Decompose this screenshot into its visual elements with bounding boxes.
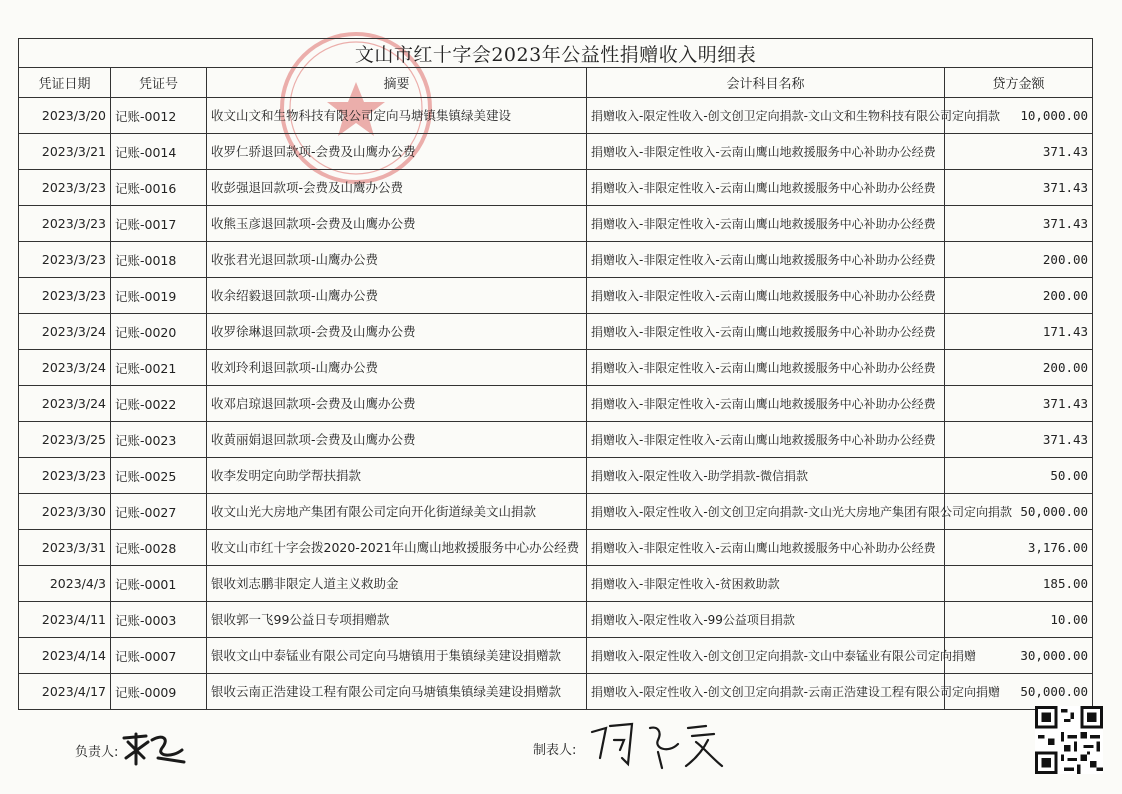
- table-row: [19, 566, 1093, 602]
- column-header-account: 会计科目名称: [587, 68, 945, 98]
- table-row: [19, 638, 1093, 674]
- column-header-row: [19, 68, 1093, 98]
- row-date: 2023/4/17: [19, 674, 111, 710]
- row-credit-amount: 371.43: [945, 422, 1093, 458]
- row-account-name: 捐赠收入-限定性收入-助学捐款-微信捐款: [587, 458, 945, 494]
- row-date: 2023/3/30: [19, 494, 111, 530]
- row-date: 2023/3/31: [19, 530, 111, 566]
- row-summary: 银收郭一飞99公益日专项捐赠款: [207, 602, 587, 638]
- row-account-name: 捐赠收入-非限定性收入-云南山鹰山地救援服务中心补助办公经费: [587, 422, 945, 458]
- row-account-name: 捐赠收入-非限定性收入-云南山鹰山地救援服务中心补助办公经费: [587, 134, 945, 170]
- row-date: 2023/3/23: [19, 278, 111, 314]
- row-account-name: 捐赠收入-限定性收入-创文创卫定向捐款-文山中泰锰业有限公司定向捐赠: [587, 638, 945, 674]
- row-date: 2023/3/24: [19, 386, 111, 422]
- row-date: 2023/4/11: [19, 602, 111, 638]
- table-row: [19, 674, 1093, 710]
- table-title-row: [19, 39, 1093, 68]
- row-account-name: 捐赠收入-非限定性收入-贫困救助款: [587, 566, 945, 602]
- responsible-signature: [118, 728, 190, 768]
- row-summary: 收邓启琼退回款项-会费及山鹰办公费: [207, 386, 587, 422]
- row-summary: 收张君光退回款项-山鹰办公费: [207, 242, 587, 278]
- responsible-label: 负责人:: [75, 745, 119, 760]
- row-date: 2023/4/14: [19, 638, 111, 674]
- row-voucher-number: 记账-0027: [111, 494, 207, 530]
- row-summary: 收刘玲利退回款项-山鹰办公费: [207, 350, 587, 386]
- row-date: 2023/3/20: [19, 98, 111, 134]
- column-header-summary: 摘要: [207, 68, 587, 98]
- row-credit-amount: 50,000.00: [945, 674, 1093, 710]
- row-account-name: 捐赠收入-非限定性收入-云南山鹰山地救援服务中心补助办公经费: [587, 242, 945, 278]
- row-summary: 收文山市红十字会拨2020-2021年山鹰山地救援服务中心办公经费: [207, 530, 587, 566]
- row-date: 2023/3/25: [19, 422, 111, 458]
- page-title: 文山市红十字会2023年公益性捐赠收入明细表: [19, 39, 1093, 68]
- row-summary: 银收云南正浩建设工程有限公司定向马塘镇集镇绿美建设捐赠款: [207, 674, 587, 710]
- row-account-name: 捐赠收入-限定性收入-创文创卫定向捐款-文山文和生物科技有限公司定向捐款: [587, 98, 945, 134]
- row-voucher-number: 记账-0009: [111, 674, 207, 710]
- donation-ledger-table: [18, 38, 1093, 710]
- table-row: [19, 314, 1093, 350]
- table-row: [19, 278, 1093, 314]
- row-account-name: 捐赠收入-非限定性收入-云南山鹰山地救援服务中心补助办公经费: [587, 206, 945, 242]
- table-row: [19, 422, 1093, 458]
- row-voucher-number: 记账-0019: [111, 278, 207, 314]
- row-summary: 收罗仁骄退回款项-会费及山鹰办公费: [207, 134, 587, 170]
- row-summary: 银收刘志鹏非限定人道主义救助金: [207, 566, 587, 602]
- row-voucher-number: 记账-0021: [111, 350, 207, 386]
- ledger-body: [19, 98, 1093, 710]
- row-voucher-number: 记账-0025: [111, 458, 207, 494]
- row-credit-amount: 10.00: [945, 602, 1093, 638]
- row-credit-amount: 371.43: [945, 386, 1093, 422]
- row-summary: 收彭强退回款项-会费及山鹰办公费: [207, 170, 587, 206]
- row-credit-amount: 371.43: [945, 206, 1093, 242]
- row-account-name: 捐赠收入-非限定性收入-云南山鹰山地救援服务中心补助办公经费: [587, 314, 945, 350]
- table-row: [19, 494, 1093, 530]
- preparer-label: 制表人:: [533, 743, 577, 758]
- column-header-date: 凭证日期: [19, 68, 111, 98]
- row-account-name: 捐赠收入-限定性收入-99公益项目捐款: [587, 602, 945, 638]
- row-voucher-number: 记账-0014: [111, 134, 207, 170]
- row-credit-amount: 10,000.00: [945, 98, 1093, 134]
- row-voucher-number: 记账-0022: [111, 386, 207, 422]
- row-voucher-number: 记账-0017: [111, 206, 207, 242]
- row-voucher-number: 记账-0012: [111, 98, 207, 134]
- table-row: [19, 242, 1093, 278]
- row-voucher-number: 记账-0001: [111, 566, 207, 602]
- row-voucher-number: 记账-0003: [111, 602, 207, 638]
- row-date: 2023/3/23: [19, 458, 111, 494]
- row-credit-amount: 3,176.00: [945, 530, 1093, 566]
- row-summary: 银收文山中泰锰业有限公司定向马塘镇用于集镇绿美建设捐赠款: [207, 638, 587, 674]
- row-voucher-number: 记账-0028: [111, 530, 207, 566]
- row-account-name: 捐赠收入-限定性收入-创文创卫定向捐款-文山光大房地产集团有限公司定向捐款: [587, 494, 945, 530]
- row-credit-amount: 200.00: [945, 350, 1093, 386]
- row-credit-amount: 200.00: [945, 278, 1093, 314]
- table-row: [19, 530, 1093, 566]
- row-date: 2023/3/24: [19, 350, 111, 386]
- row-credit-amount: 371.43: [945, 134, 1093, 170]
- column-header-amount: 贷方金额: [945, 68, 1093, 98]
- row-credit-amount: 371.43: [945, 170, 1093, 206]
- table-row: [19, 170, 1093, 206]
- row-voucher-number: 记账-0020: [111, 314, 207, 350]
- table-row: [19, 386, 1093, 422]
- qr-code: [1035, 706, 1103, 774]
- row-credit-amount: 200.00: [945, 242, 1093, 278]
- row-date: 2023/3/23: [19, 170, 111, 206]
- table-row: [19, 134, 1093, 170]
- row-summary: 收罗徐琳退回款项-会费及山鹰办公费: [207, 314, 587, 350]
- row-date: 2023/3/23: [19, 206, 111, 242]
- row-account-name: 捐赠收入-非限定性收入-云南山鹰山地救援服务中心补助办公经费: [587, 350, 945, 386]
- row-credit-amount: 185.00: [945, 566, 1093, 602]
- row-summary: 收文山光大房地产集团有限公司定向开化街道绿美文山捐款: [207, 494, 587, 530]
- preparer-signature: [588, 718, 728, 774]
- row-account-name: 捐赠收入-限定性收入-创文创卫定向捐款-云南正浩建设工程有限公司定向捐赠: [587, 674, 945, 710]
- table-row: [19, 98, 1093, 134]
- row-voucher-number: 记账-0016: [111, 170, 207, 206]
- row-account-name: 捐赠收入-非限定性收入-云南山鹰山地救援服务中心补助办公经费: [587, 278, 945, 314]
- row-credit-amount: 30,000.00: [945, 638, 1093, 674]
- row-date: 2023/4/3: [19, 566, 111, 602]
- row-account-name: 捐赠收入-非限定性收入-云南山鹰山地救援服务中心补助办公经费: [587, 170, 945, 206]
- row-voucher-number: 记账-0023: [111, 422, 207, 458]
- row-credit-amount: 171.43: [945, 314, 1093, 350]
- table-row: [19, 350, 1093, 386]
- row-date: 2023/3/24: [19, 314, 111, 350]
- table-row: [19, 602, 1093, 638]
- row-credit-amount: 50.00: [945, 458, 1093, 494]
- row-summary: 收余绍毅退回款项-山鹰办公费: [207, 278, 587, 314]
- row-summary: 收黄丽娟退回款项-会费及山鹰办公费: [207, 422, 587, 458]
- row-summary: 收文山文和生物科技有限公司定向马塘镇集镇绿美建设: [207, 98, 587, 134]
- table-row: [19, 458, 1093, 494]
- row-credit-amount: 50,000.00: [945, 494, 1093, 530]
- row-summary: 收李发明定向助学帮扶捐款: [207, 458, 587, 494]
- column-header-voucher: 凭证号: [111, 68, 207, 98]
- row-voucher-number: 记账-0018: [111, 242, 207, 278]
- row-voucher-number: 记账-0007: [111, 638, 207, 674]
- row-account-name: 捐赠收入-非限定性收入-云南山鹰山地救援服务中心补助办公经费: [587, 530, 945, 566]
- row-account-name: 捐赠收入-非限定性收入-云南山鹰山地救援服务中心补助办公经费: [587, 386, 945, 422]
- row-date: 2023/3/23: [19, 242, 111, 278]
- row-summary: 收熊玉彦退回款项-会费及山鹰办公费: [207, 206, 587, 242]
- row-date: 2023/3/21: [19, 134, 111, 170]
- table-row: [19, 206, 1093, 242]
